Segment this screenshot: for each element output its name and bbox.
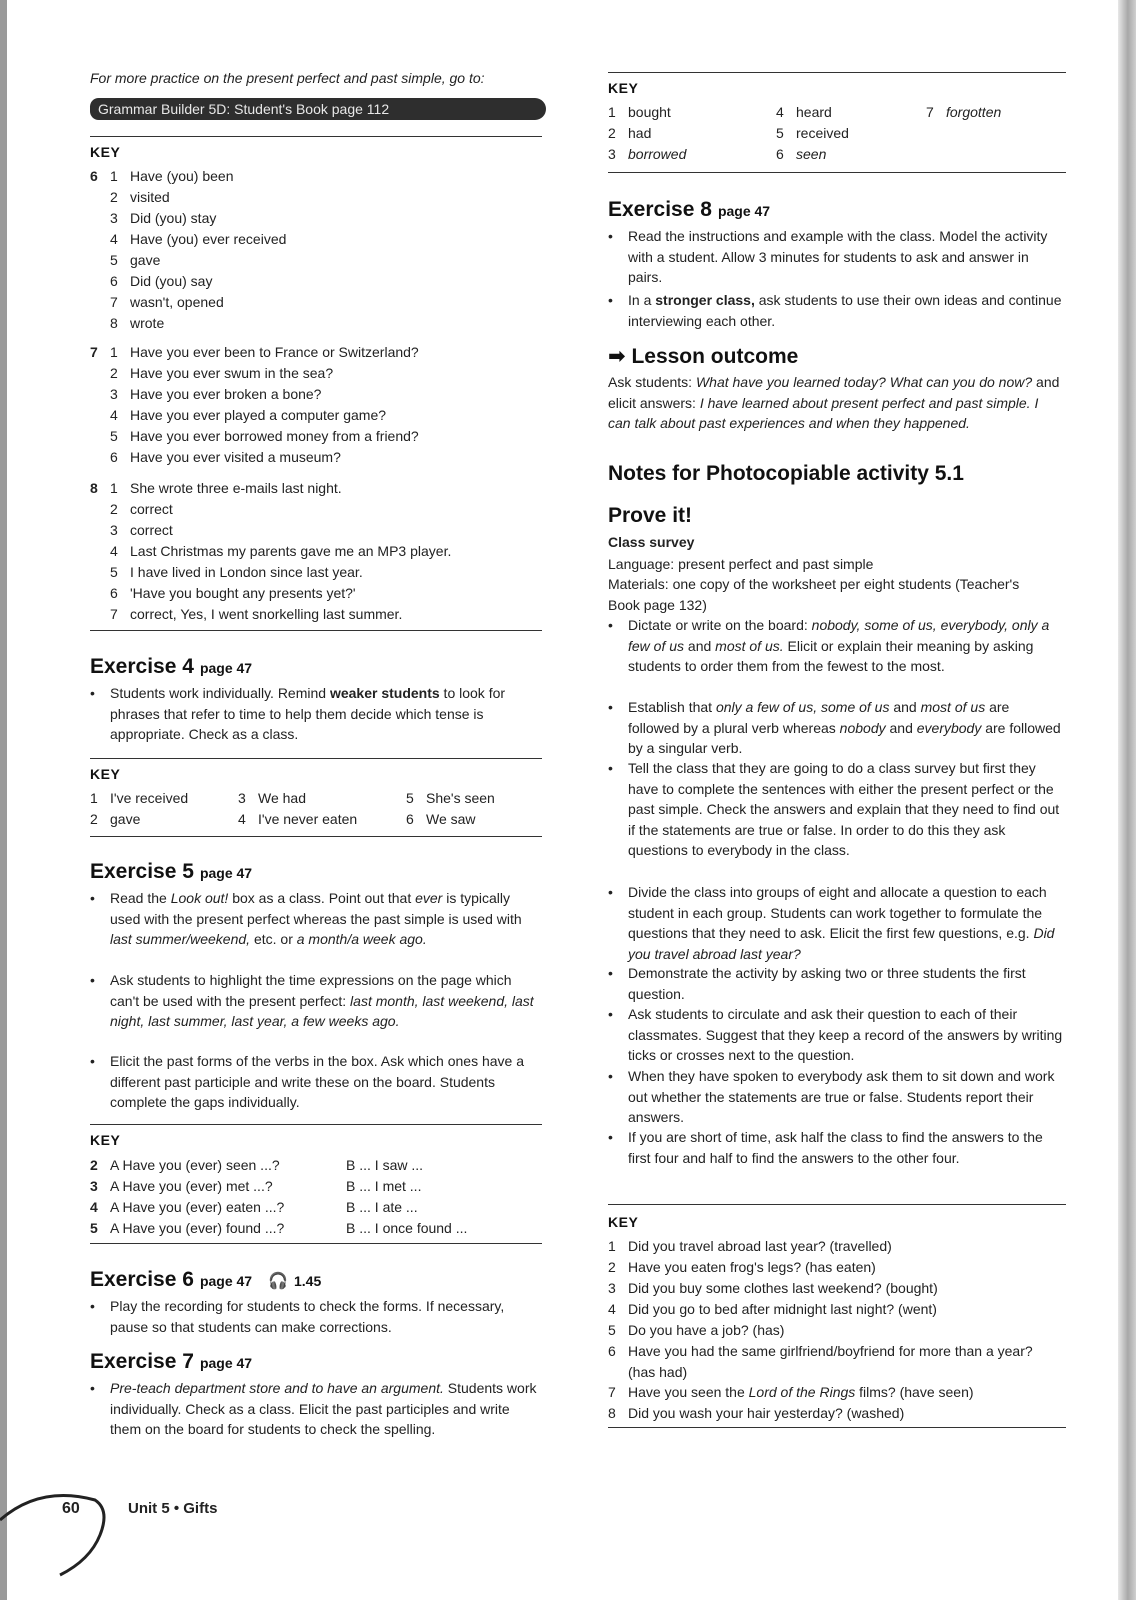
key-answer-text: Did you travel abroad last year? (travelled): [628, 1238, 892, 1254]
exercise7-key-item: [90, 363, 333, 384]
key-answer: borrowed: [628, 146, 687, 162]
exercise5-key-answer-b: B ... I ate ...: [346, 1199, 418, 1215]
key-answer: 'Have you bought any presents yet?': [130, 585, 356, 601]
key-subnumber: 7: [110, 606, 118, 622]
lesson-outcome-text: Ask students: What have you learned today? What can you do now? and elicit answers: I have learned about present perfect and past simple. I can talk about past experiences and when they happened.: [608, 374, 1060, 431]
page-number: 60: [62, 1500, 80, 1517]
exercise5-key-item: [90, 1197, 284, 1218]
key-answer: Have you ever played a computer game?: [130, 407, 387, 423]
key-number: 5: [776, 125, 784, 141]
key-item: [608, 102, 671, 123]
key-answer-text: Have you seen the: [628, 1384, 749, 1400]
key-answer: visited: [130, 189, 170, 205]
notes-bullet-2: • Establish that only a few of us, some of us and most of us are followed by a plural verb whereas nobody and everybody are followed by a singular verb.: [608, 699, 1061, 756]
exercise4-key-item: [238, 788, 306, 809]
key-item: [608, 144, 686, 165]
key-number: 2: [608, 1259, 616, 1275]
key-answer: Last Christmas my parents gave me an MP3 player.: [130, 543, 452, 559]
exercise4-key-item: [90, 809, 140, 830]
key-label: KEY: [90, 766, 121, 782]
exercise6-bullet: • Play the recording for students to check the forms. If necessary, pause so that students can make corrections.: [90, 1298, 505, 1335]
exercise4-bullet: • Students work individually. Remind weaker students to look for phrases that refer to time to help them decide which tense is appropriate. Check as a class.: [90, 685, 506, 742]
key-answer-a: A Have you (ever) met ...?: [110, 1178, 273, 1194]
notes-bullet-3: • Tell the class that they are going to do a class survey but first they have to complete the sentences with either the present perfect or the past simple. Check the answers and explain that they need to find out if the statements are true or false. In order to do this they ask questions to everybody in the class.: [608, 760, 1060, 858]
notes-key-item: [608, 1257, 1062, 1278]
key-answer-text: Did you go to bed after midnight last night? (went): [628, 1301, 937, 1317]
key-number: 2: [608, 125, 616, 141]
key-item: [776, 102, 832, 123]
key-number: 7: [926, 104, 934, 120]
unit-label: Unit 5 • Gifts: [128, 1500, 218, 1517]
divider: [90, 136, 542, 137]
key-item: [776, 123, 849, 144]
key-item: [926, 102, 1001, 123]
key-subnumber: 4: [110, 407, 118, 423]
key-answer: heard: [796, 104, 832, 120]
key-answer: seen: [796, 146, 827, 162]
key-answer: Did (you) say: [130, 273, 213, 289]
key-answer: Have (you) ever received: [130, 231, 287, 247]
exercise6-key-item: [90, 187, 170, 208]
divider: [608, 1204, 1066, 1205]
key-answer-text: Have you had the same girlfriend/boyfriend for more than a year? (has had): [628, 1343, 1033, 1380]
key-subnumber: 6: [110, 449, 118, 465]
key-answer-text: Did you wash your hair yesterday? (washed): [628, 1405, 905, 1421]
notes-key-item: [608, 1403, 1062, 1424]
key-label: KEY: [608, 1214, 639, 1230]
key-label: KEY: [90, 144, 121, 160]
key-subnumber: 5: [110, 428, 118, 444]
exercise5-key-answer-b: B ... I once found ...: [346, 1220, 468, 1236]
exercise7-key-item: [90, 447, 341, 468]
divider: [90, 630, 542, 631]
notes-key-item: [608, 1299, 1062, 1320]
key-answer: correct: [130, 501, 173, 517]
key-subnumber: 6: [110, 273, 118, 289]
key-answer: [608, 1382, 1062, 1403]
exercise4-title: Exercise 4 page 47: [90, 655, 253, 678]
exercise5-bullet-1: • Read the Look out! box as a class. Point out that ever is typically used with the present perfect whereas the past simple is used with last summer/weekend, etc. or a month/a week ago.: [90, 890, 522, 947]
key-answer: [608, 1320, 1062, 1341]
exercise7-title: Exercise 7 page 47: [90, 1350, 253, 1373]
notes-key-item: [608, 1341, 1062, 1382]
key-subnumber: 2: [110, 189, 118, 205]
notes-bullet-4: • Divide the class into groups of eight and allocate a question to each student in each group. Students can work together to formulate the questions that they need to ask. Elicit the first few questions, e.g. Did you travel abroad last year?: [608, 884, 1055, 962]
exercise5-key-item: [90, 1155, 280, 1176]
key-number: 7: [608, 1384, 616, 1400]
exercise5-key-item: [90, 1176, 273, 1197]
key-answer-a: A Have you (ever) seen ...?: [110, 1157, 280, 1173]
exercise8-key-item: [90, 520, 173, 541]
key-answer: bought: [628, 104, 671, 120]
key-number: 3: [608, 1280, 616, 1296]
notes-key-item: [608, 1382, 1062, 1403]
divider: [90, 1243, 542, 1244]
exercise4-key-item: [406, 788, 495, 809]
key-number: 4: [608, 1301, 616, 1317]
key-answer-text: Have you eaten frog's legs? (has eaten): [628, 1259, 876, 1275]
exercise8-bullet-1: • Read the instructions and example with the class. Model the activity with a student. Allow 3 minutes for students to ask and answer in pairs.: [608, 228, 1048, 285]
exercise8-key-item: [90, 583, 356, 604]
key-number: 2: [90, 811, 98, 827]
arrow-icon: ➡: [608, 345, 632, 368]
notes-bullet-8: • If you are short of time, ask half the class to find the answers to the first four and half to find the answers to the other four.: [608, 1129, 1043, 1166]
key-number: 8: [90, 480, 98, 496]
key-subnumber: 2: [110, 365, 118, 381]
key-subnumber: 3: [110, 522, 118, 538]
key-label: KEY: [90, 1132, 121, 1148]
exercise5-key-item: [90, 1218, 284, 1239]
notes-bullet-5: • Demonstrate the activity by asking two or three students the first question.: [608, 965, 1026, 1002]
intro-text: For more practice on the present perfect and past simple, go to:: [90, 70, 485, 86]
key-subnumber: 3: [110, 210, 118, 226]
exercise8-title: Exercise 8 page 47: [608, 198, 771, 221]
exercise4-key-item: [406, 809, 476, 830]
key-number: 1: [608, 104, 616, 120]
key-answer: She wrote three e-mails last night.: [130, 480, 342, 496]
exercise6-key-item: [90, 313, 164, 334]
key-subnumber: 1: [110, 168, 118, 184]
key-answer: wrote: [130, 315, 165, 331]
key-answer: [608, 1299, 1062, 1320]
notes-key-item: [608, 1236, 1062, 1257]
page-edge-right: [1118, 0, 1136, 1600]
key-answer: Have you ever been to France or Switzerland?: [130, 344, 419, 360]
notes-key-item: [608, 1320, 1062, 1341]
exercise7-key-item: [90, 405, 386, 426]
notes-bullet-1: • Dictate or write on the board: nobody, some of us, everybody, only a few of us and most of us. Elicit or explain their meaning by asking students to order them from the fewest to the most.: [608, 617, 1050, 674]
key-number: 4: [776, 104, 784, 120]
key-answer-a: A Have you (ever) found ...?: [110, 1220, 285, 1236]
key-item: [776, 144, 826, 165]
key-number: 1: [90, 790, 98, 806]
key-answer: wasn't, opened: [130, 294, 224, 310]
divider: [90, 836, 542, 837]
key-number: 5: [90, 1220, 98, 1236]
exercise5-bullet-3: • Elicit the past forms of the verbs in the box. Ask which ones have a different past participle and write these on the board. Students complete the gaps individually.: [90, 1053, 524, 1110]
key-number: 6: [776, 146, 784, 162]
exercise7-key-item: [90, 384, 321, 405]
key-answer: We had: [258, 790, 306, 806]
exercise5-bullet-2: • Ask students to highlight the time expressions on the page which can't be used with the present perfect: last month, last weekend, last night, last summer, last year, a few weeks ago.: [90, 972, 534, 1029]
key-answer-title: Lord of the Rings: [748, 1384, 856, 1400]
key-label: KEY: [608, 80, 639, 96]
key-subnumber: 5: [110, 564, 118, 580]
exercise8-bullet-2: • In a stronger class, ask students to use their own ideas and continue interviewing each other.: [608, 292, 1062, 329]
key-answer: Have you ever borrowed money from a friend?: [130, 428, 419, 444]
headphones-icon: 🎧: [268, 1273, 288, 1290]
key-answer-text: Do you have a job? (has): [628, 1322, 785, 1338]
key-subnumber: 4: [110, 231, 118, 247]
key-answer: gave: [110, 811, 141, 827]
key-number: 5: [608, 1322, 616, 1338]
divider: [608, 172, 1066, 173]
key-subnumber: 8: [110, 315, 118, 331]
exercise6-key-item: [90, 271, 212, 292]
key-answer: Have you ever broken a bone?: [130, 386, 322, 402]
notes-title: Notes for Photocopiable activity 5.1: [608, 462, 964, 485]
key-answer: correct: [130, 522, 173, 538]
exercise6-key-item: [90, 250, 160, 271]
key-answer: Have you ever visited a museum?: [130, 449, 341, 465]
key-answer: received: [796, 125, 849, 141]
key-answer: She's seen: [426, 790, 495, 806]
key-answer: [608, 1257, 1062, 1278]
exercise6-title: Exercise 6 page 47 🎧 1.45: [90, 1268, 322, 1291]
key-number: 6: [406, 811, 414, 827]
key-answer: [608, 1341, 1062, 1382]
language-line: Language: present perfect and past simple: [608, 556, 874, 572]
exercise6-key-item: [90, 292, 224, 313]
prove-it-title: Prove it!: [608, 504, 693, 527]
materials-line: Materials: one copy of the worksheet per eight students (Teacher's Book page 132): [608, 576, 1020, 613]
key-subnumber: 2: [110, 501, 118, 517]
key-subnumber: 5: [110, 252, 118, 268]
exercise4-key-item: [238, 809, 357, 830]
divider: [608, 72, 1066, 73]
notes-bullet-6: • Ask students to circulate and ask their question to each of their classmates. Suggest that they keep a record of the answers by writing ticks or crosses next to the question.: [608, 1006, 1063, 1063]
key-answer: I've received: [110, 790, 189, 806]
key-subnumber: 1: [110, 344, 118, 360]
key-answer: correct, Yes, I went snorkelling last summer.: [130, 606, 403, 622]
key-number: 4: [90, 1199, 98, 1215]
key-subnumber: 4: [110, 543, 118, 559]
exercise5-key-answer-b: B ... I saw ...: [346, 1157, 424, 1173]
key-answer-text: Did you buy some clothes last weekend? (bought): [628, 1280, 938, 1296]
key-number: 8: [608, 1405, 616, 1421]
key-number: 6: [608, 1343, 616, 1359]
divider: [608, 1427, 1066, 1428]
key-number: 4: [238, 811, 246, 827]
key-answer: [608, 1236, 1062, 1257]
exercise7-key-item: [90, 342, 419, 363]
exercise8-key-item: [90, 604, 402, 625]
page-edge-left: [0, 0, 7, 1600]
exercise8-key-item: [90, 499, 173, 520]
key-answer: Have you ever swum in the sea?: [130, 365, 334, 381]
lesson-outcome-title: ➡ Lesson outcome: [608, 345, 799, 368]
key-answer-a: A Have you (ever) eaten ...?: [110, 1199, 285, 1215]
key-answer: [608, 1278, 1062, 1299]
grammar-builder-banner: Grammar Builder 5D: Student's Book page 112: [90, 98, 546, 120]
key-subnumber: 3: [110, 386, 118, 402]
key-subnumber: 6: [110, 585, 118, 601]
key-number: 1: [608, 1238, 616, 1254]
key-answer: Did (you) stay: [130, 210, 217, 226]
notes-bullet-7: • When they have spoken to everybody ask them to sit down and work out whether the statements are true or false. Students report their answers.: [608, 1068, 1055, 1125]
exercise5-title: Exercise 5 page 47: [90, 860, 253, 883]
exercise6-key-item: [90, 229, 286, 250]
exercise6-key-item: [90, 208, 216, 229]
divider: [90, 1124, 542, 1125]
key-answer: I've never eaten: [258, 811, 358, 827]
exercise8-key-item: [90, 478, 342, 499]
key-answer: forgotten: [946, 104, 1002, 120]
key-number: 3: [238, 790, 246, 806]
key-answer: [608, 1403, 1062, 1424]
key-subnumber: 1: [110, 480, 118, 496]
key-answer: Have (you) been: [130, 168, 234, 184]
key-answer: I have lived in London since last year.: [130, 564, 363, 580]
exercise7-key-item: [90, 426, 419, 447]
key-subnumber: 7: [110, 294, 118, 310]
exercise8-key-item: [90, 562, 363, 583]
key-number: 2: [90, 1157, 98, 1173]
key-number: 5: [406, 790, 414, 806]
exercise8-key-item: [90, 541, 451, 562]
exercise6-key-item: [90, 166, 234, 187]
key-number: 3: [608, 146, 616, 162]
key-answer: We saw: [426, 811, 476, 827]
key-answer-text: films? (have seen): [855, 1384, 974, 1400]
key-answer: gave: [130, 252, 161, 268]
footer-curve: [0, 1480, 120, 1580]
class-survey-label: Class survey: [608, 534, 695, 550]
key-answer: had: [628, 125, 652, 141]
key-number: 7: [90, 344, 98, 360]
exercise5-key-answer-b: B ... I met ...: [346, 1178, 422, 1194]
key-number: 3: [90, 1178, 98, 1194]
notes-key-item: [608, 1278, 1062, 1299]
exercise4-key-item: [90, 788, 188, 809]
divider: [90, 758, 542, 759]
exercise7-bullet: • Pre-teach department store and to have an argument. Students work individually. Check as a class. Elicit the past participles and write them on the board for students to check the spelling.: [90, 1380, 537, 1437]
key-item: [608, 123, 651, 144]
key-number: 6: [90, 168, 98, 184]
